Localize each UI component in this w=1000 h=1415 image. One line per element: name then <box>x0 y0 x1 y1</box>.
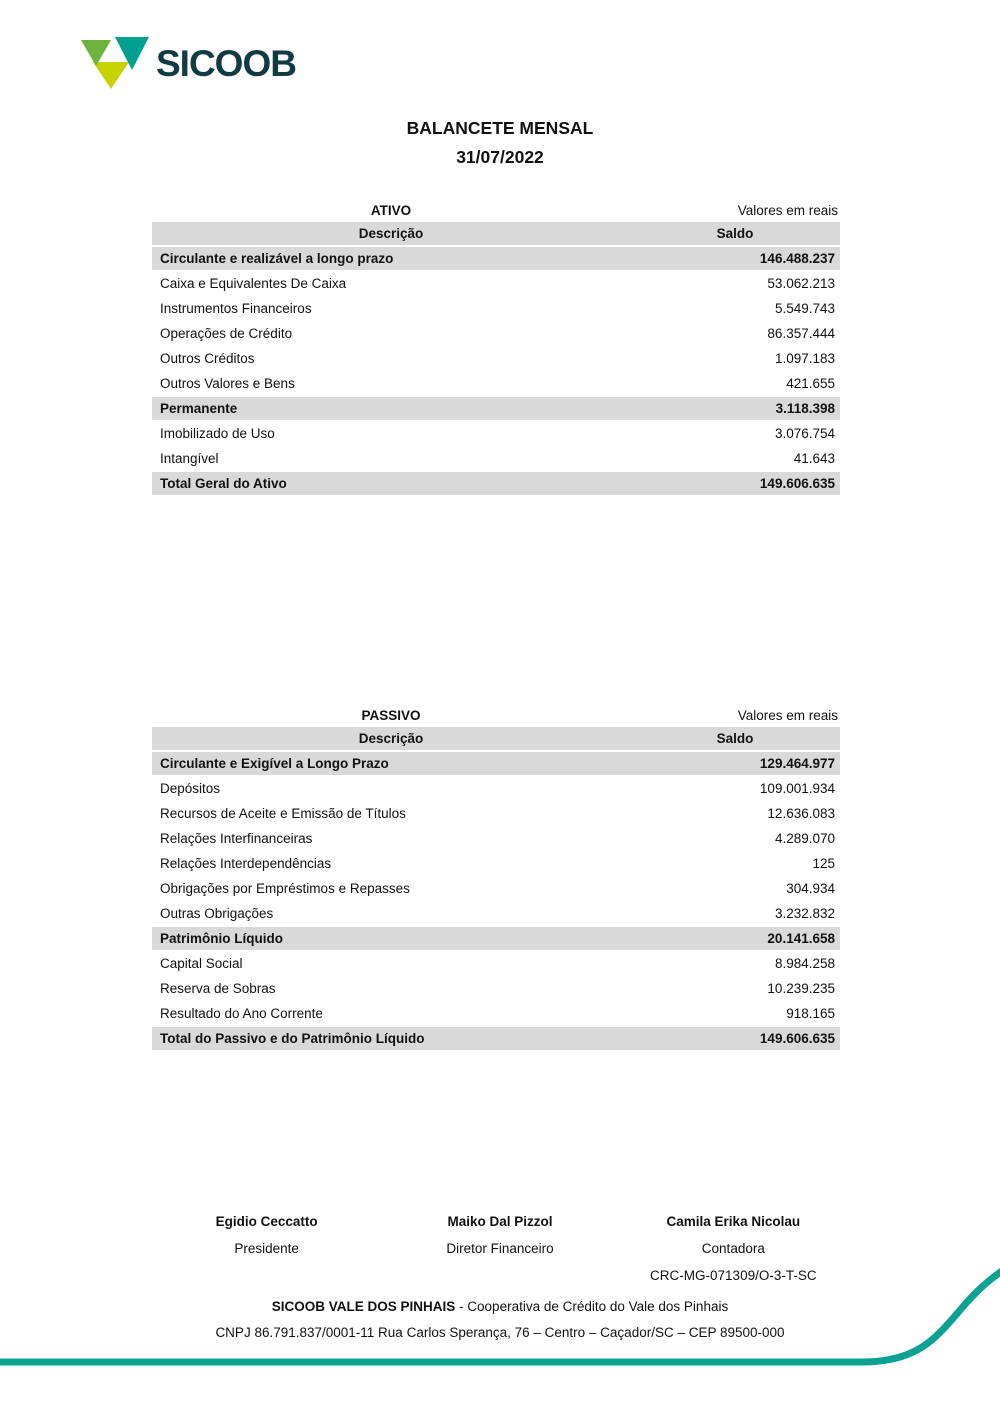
row-label: Caixa e Equivalentes De Caixa <box>160 276 347 291</box>
section-passivo-header <box>152 703 840 727</box>
table-row <box>152 322 840 347</box>
footer <box>0 1294 1000 1346</box>
row-label: Resultado do Ano Corrente <box>160 1006 323 1021</box>
signature-financial-director <box>383 1208 616 1289</box>
signature-president <box>150 1208 383 1289</box>
passivo-table-header-row <box>152 727 840 752</box>
table-row <box>152 272 840 297</box>
row-value: 53.062.213 <box>767 276 835 291</box>
footer-org-description: - Cooperativa de Crédito do Vale dos Pinhais <box>455 1299 729 1314</box>
table-row <box>152 827 840 852</box>
row-value: 8.984.258 <box>774 956 835 971</box>
ativo-table <box>152 222 840 497</box>
footer-org-name: SICOOB VALE DOS PINHAIS <box>271 1299 456 1314</box>
table-row <box>152 952 840 977</box>
row-label: Operações de Crédito <box>160 326 293 341</box>
column-header-descricao: Descrição <box>358 731 424 746</box>
row-label: Relações Interfinanceiras <box>160 831 313 846</box>
row-value: 421.655 <box>786 376 835 391</box>
row-value: 129.464.977 <box>759 756 835 771</box>
row-value: 3.076.754 <box>774 426 835 441</box>
row-label: Total Geral do Ativo <box>160 476 287 491</box>
table-row <box>152 802 840 827</box>
row-label: Capital Social <box>160 956 243 971</box>
row-label: Depósitos <box>160 781 221 796</box>
signature-role: Presidente <box>234 1241 299 1256</box>
document-date: 31/07/2022 <box>456 147 544 167</box>
passivo-table-body <box>152 752 840 1052</box>
sicoob-logo-icon <box>78 34 152 92</box>
row-label: Total do Passivo e do Patrimônio Líquido <box>160 1031 425 1046</box>
row-label: Reserva de Sobras <box>160 981 276 996</box>
column-header-saldo: Saldo <box>716 226 754 241</box>
table-row <box>152 902 840 927</box>
table-row <box>152 777 840 802</box>
signature-name: Maiko Dal Pizzol <box>447 1214 553 1229</box>
row-value: 41.643 <box>793 451 835 466</box>
row-label: Permanente <box>160 401 238 416</box>
row-value: 918.165 <box>786 1006 835 1021</box>
section-ativo <box>152 198 840 497</box>
row-label: Outros Valores e Bens <box>160 376 295 391</box>
table-row <box>152 927 840 952</box>
section-ativo-header <box>152 198 840 222</box>
document-title: BALANCETE MENSAL <box>406 118 594 138</box>
section-ativo-title: ATIVO <box>370 202 412 218</box>
row-value: 3.118.398 <box>775 401 835 416</box>
table-row <box>152 752 840 777</box>
row-label: Outras Obrigações <box>160 906 274 921</box>
row-label: Obrigações por Empréstimos e Repasses <box>160 881 410 896</box>
row-value: 5.549.743 <box>774 301 835 316</box>
signature-name: Egidio Ceccatto <box>215 1214 318 1229</box>
table-row <box>152 297 840 322</box>
logo-lime-triangle <box>93 62 129 89</box>
row-label: Instrumentos Financeiros <box>160 301 312 316</box>
row-value: 1.097.183 <box>774 351 835 366</box>
signature-crc-number: CRC-MG-071309/O-3-T-SC <box>650 1268 817 1283</box>
table-row <box>152 852 840 877</box>
footer-address-line: CNPJ 86.791.837/0001-11 Rua Carlos Sperança, 76 – Centro – Caçador/SC – CEP 89500-000 <box>215 1325 785 1340</box>
column-header-saldo: Saldo <box>716 731 754 746</box>
ativo-table-header-row <box>152 222 840 247</box>
table-row <box>152 447 840 472</box>
row-value: 149.606.635 <box>759 1031 835 1046</box>
table-row <box>152 397 840 422</box>
row-value: 149.606.635 <box>759 476 835 491</box>
section-passivo <box>152 703 840 1052</box>
table-row <box>152 1027 840 1052</box>
row-value: 304.934 <box>786 881 835 896</box>
footer-org-line <box>0 1294 1000 1320</box>
document-title-block <box>0 114 1000 172</box>
table-row <box>152 1002 840 1027</box>
row-value: 86.357.444 <box>767 326 835 341</box>
table-row <box>152 977 840 1002</box>
signature-name: Camila Erika Nicolau <box>666 1214 801 1229</box>
row-value: 20.141.658 <box>767 931 835 946</box>
row-value: 10.239.235 <box>767 981 835 996</box>
row-label: Patrimônio Líquido <box>160 931 283 946</box>
table-row <box>152 372 840 397</box>
row-label: Intangível <box>160 451 219 466</box>
table-row <box>152 347 840 372</box>
section-passivo-unit-note: Valores em reais <box>737 707 838 723</box>
row-value: 109.001.934 <box>759 781 835 796</box>
row-value: 3.232.832 <box>774 906 835 921</box>
row-label: Circulante e realizável a longo prazo <box>160 251 394 266</box>
signature-block <box>150 1208 850 1289</box>
passivo-table <box>152 727 840 1052</box>
column-header-descricao: Descrição <box>358 226 424 241</box>
row-label: Circulante e Exigível a Longo Prazo <box>160 756 389 771</box>
table-row <box>152 877 840 902</box>
row-value: 12.636.083 <box>767 806 835 821</box>
row-label: Outros Créditos <box>160 351 255 366</box>
table-row <box>152 472 840 497</box>
sicoob-logo <box>78 34 296 92</box>
row-value: 125 <box>812 856 835 871</box>
row-value: 4.289.070 <box>774 831 835 846</box>
signature-role: Diretor Financeiro <box>446 1241 554 1256</box>
signature-role: Contadora <box>701 1241 765 1256</box>
ativo-table-body <box>152 247 840 497</box>
table-row <box>152 422 840 447</box>
sicoob-wordmark: SICOOB <box>156 42 296 84</box>
row-label: Relações Interdependências <box>160 856 332 871</box>
row-label: Recursos de Aceite e Emissão de Títulos <box>160 806 406 821</box>
table-row <box>152 247 840 272</box>
row-label: Imobilizado de Uso <box>160 426 275 441</box>
section-ativo-unit-note: Valores em reais <box>737 202 838 218</box>
row-value: 146.488.237 <box>759 251 835 266</box>
section-passivo-title: PASSIVO <box>361 707 421 723</box>
signature-accountant <box>617 1208 850 1289</box>
